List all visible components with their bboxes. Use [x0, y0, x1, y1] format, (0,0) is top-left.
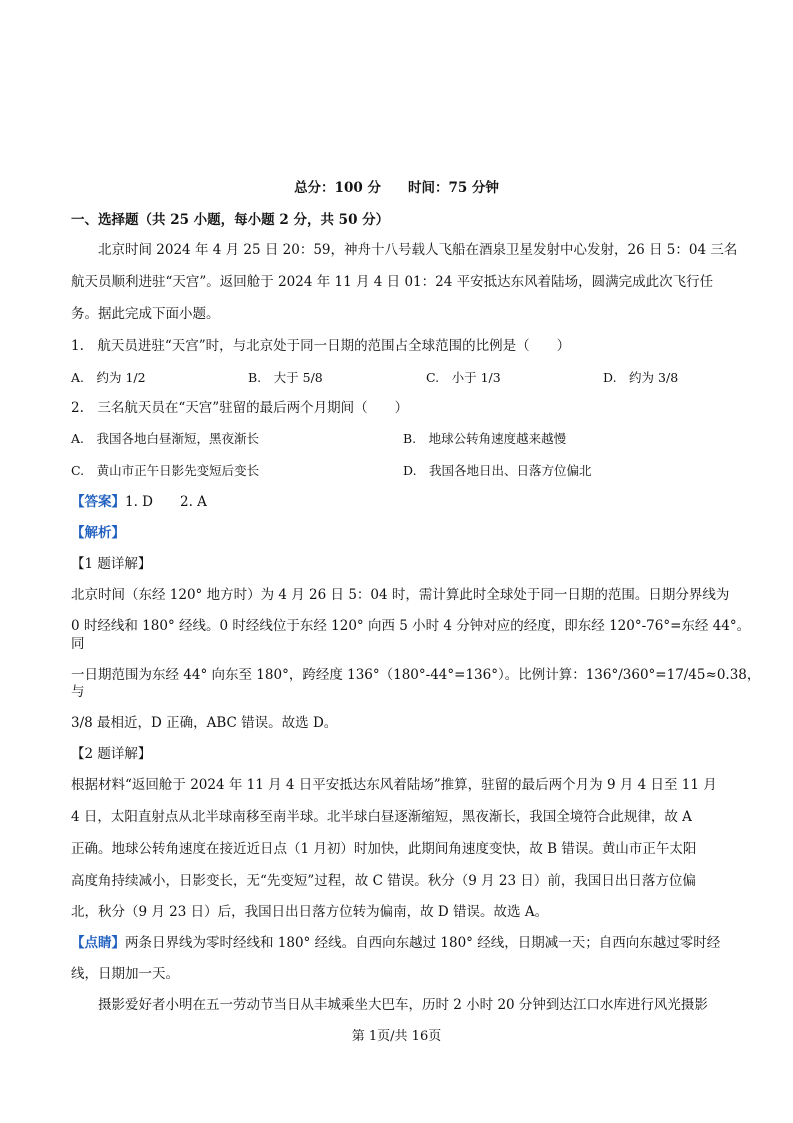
intro-line: 北京时间 2024 年 4 月 25 日 20：59，神舟十八号载人飞船在酒泉卫星发射中心发射，26 日 5：04 三名 [98, 242, 738, 258]
detail-2-line: 正确。地球公转角速度在接近近日点（1 月初）时加快，此期间角速度变快，故 B 错误。黄山市正午太阳 [71, 841, 697, 857]
detail-1-line: 0 时经线和 180° 经线。0 时经线位于东经 120° 向西 5 小时 4 分钟对应的经度，即东经 120°-76°=东经 44°。 [71, 618, 751, 634]
detail-1-line: 同 [71, 636, 85, 652]
detail-2-line: 北，秋分（9 月 23 日）后，我国日出日落方位转为偏南，故 D 错误。故选 A。 [71, 904, 549, 920]
analysis-tag: 【解析】 [71, 525, 125, 541]
tips-line-2: 线，日期加一天。 [71, 966, 179, 982]
section-title: 一、选择题（共 25 小题，每小题 2 分，共 50 分） [71, 212, 390, 228]
question-2-stem: 2. 三名航天员在“天宫”驻留的最后两个月期间（ ） [71, 400, 409, 416]
q1-option-c: C. 小于 1/3 [426, 370, 501, 385]
intro-line: 务。据此完成下面小题。 [71, 306, 220, 322]
detail-1-line: 一日期范围为东经 44° 向东至 180°，跨经度 136°（180°-44°=136°）。比例计算：136°/360°=17/45≈0.38， [71, 667, 761, 683]
q1-option-a: A. 约为 1/2 [71, 370, 146, 385]
detail-1-line: 北京时间（东经 120° 地方时）为 4 月 26 日 5：04 时，需计算此时全球处于同一日期的范围。日期分界线为 [71, 587, 730, 603]
detail-2-line: 4 日，太阳直射点从北半球南移至南半球。北半球白昼逐渐缩短，黑夜渐长，我国全境符合此规律，故 A [71, 809, 692, 825]
next-question-intro: 摄影爱好者小明在五一劳动节当日从丰城乘坐大巴车，历时 2 小时 20 分钟到达江口水库进行风光摄影 [98, 997, 708, 1013]
q1-option-b: B. 大于 5/8 [248, 370, 323, 385]
detail-1-title: 【1 题详解】 [71, 556, 152, 572]
q2-option-b: B. 地球公转角速度越来越慢 [403, 431, 567, 446]
tips-text: 两条日界线为零时经线和 180° 经线。自西向东越过 180° 经线，日期减一天；自西向东越过零时经 [125, 935, 721, 951]
detail-2-line: 高度角持续减小，日影变长，无“先变短”过程，故 C 错误。秋分（9 月 23 日）前，我国日出日落方位偏 [71, 873, 696, 889]
score-time-header: 总分：100 分 时间：75 分钟 [294, 180, 499, 196]
detail-2-line: 根据材料“返回舱于 2024 年 11 月 4 日平安抵达东风着陆场”推算，驻留的最后两个月为 9 月 4 日至 11 月 [71, 777, 717, 793]
tips-line [71, 934, 720, 952]
answer-text: 1. D 2. A [125, 494, 207, 510]
answer-tag: 【答案】 [71, 494, 125, 510]
answer-line [71, 493, 207, 511]
tips-tag: 【点睛】 [71, 935, 125, 951]
intro-line: 航天员顺利进驻“天宫”。返回舱于 2024 年 11 月 4 日 01：24 平安抵达东风着陆场，圆满完成此次飞行任 [71, 274, 714, 290]
q2-option-d: D. 我国各地日出、日落方位偏北 [403, 463, 592, 478]
q1-option-d: D. 约为 3/8 [603, 370, 679, 385]
detail-1-line: 与 [71, 684, 85, 700]
q2-option-a: A. 我国各地白昼渐短，黑夜渐长 [71, 431, 260, 446]
detail-1-line: 3/8 最相近，D 正确，ABC 错误。故选 D。 [71, 715, 338, 731]
question-1-stem: 1. 航天员进驻“天宫”时，与北京处于同一日期的范围占全球范围的比例是（ ） [71, 338, 571, 354]
q2-option-c: C. 黄山市正午日影先变短后变长 [71, 463, 260, 478]
detail-2-title: 【2 题详解】 [71, 746, 152, 762]
page-number-footer: 第 1页/共 16页 [351, 1029, 442, 1044]
